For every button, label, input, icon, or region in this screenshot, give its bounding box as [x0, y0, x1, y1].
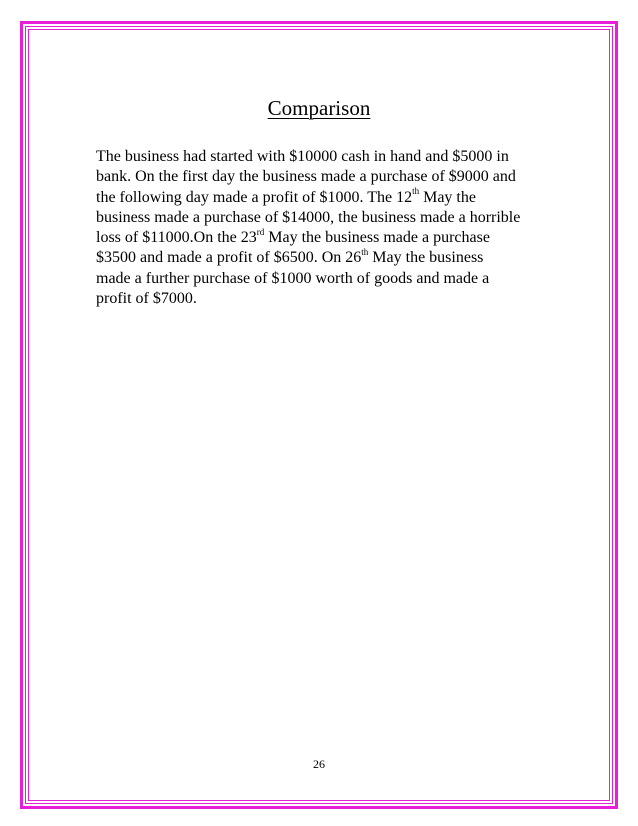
body-paragraph	[96, 147, 556, 309]
paragraph-line	[96, 208, 556, 228]
ordinal-suffix: rd	[256, 226, 265, 237]
paragraph-line	[96, 269, 556, 289]
paragraph-line	[96, 167, 556, 187]
text-run: made a further purchase of $1000 worth of goods and made a	[96, 269, 490, 287]
text-run: May the	[419, 188, 476, 206]
text-run: profit of $7000.	[96, 290, 197, 308]
text-run: loss of $11000.On the 23	[96, 229, 257, 247]
text-run: $3500 and made a profit of $6500. On 26	[96, 249, 362, 267]
text-run: May the business	[368, 249, 484, 267]
page-title-text: Comparison	[267, 96, 371, 120]
paragraph-line	[96, 228, 556, 248]
paragraph-line	[96, 289, 556, 309]
ordinal-suffix: th	[361, 247, 369, 258]
text-run: bank. On the first day the business made a purchase of $9000 and	[96, 168, 516, 186]
paragraph-line	[96, 147, 556, 167]
page-number: 26	[313, 757, 325, 771]
page-title	[0, 96, 638, 121]
text-run: The business had started with $10000 cash in hand and $5000 in	[96, 148, 509, 165]
text-run: the following day made a profit of $1000. The 12	[96, 188, 413, 206]
text-run: May the business made a purchase	[264, 229, 490, 247]
ordinal-suffix: th	[412, 186, 420, 197]
paragraph-line	[96, 188, 556, 208]
page-border-inner	[28, 29, 610, 801]
paragraph-line	[96, 248, 556, 268]
text-run: business made a purchase of $14000, the business made a horrible	[96, 208, 521, 226]
